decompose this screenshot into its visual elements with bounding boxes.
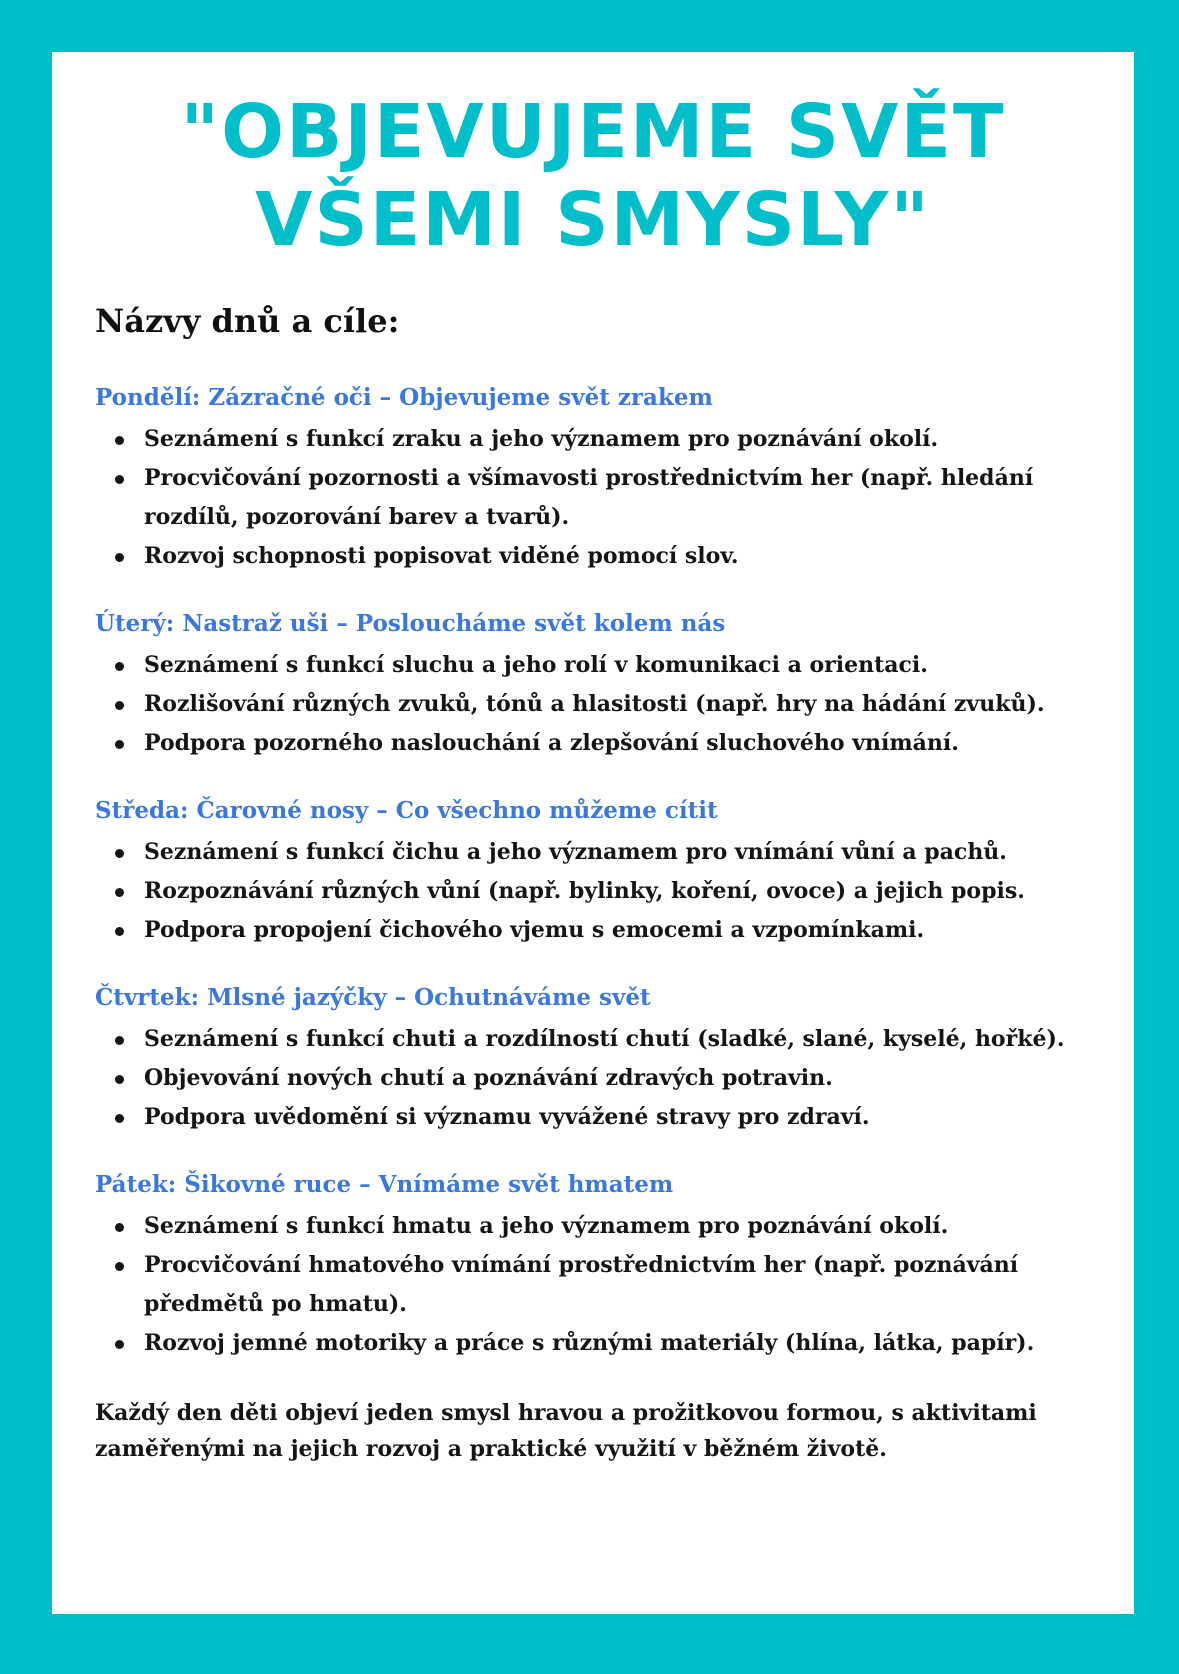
goal-item: Seznámení s funkcí zraku a jeho významem pro poznávání okolí. — [144, 420, 1095, 459]
goal-list — [95, 1207, 1095, 1363]
goal-item: Seznámení s funkcí chuti a rozdílností chutí (sladké, slané, kyselé, hořké). — [144, 1020, 1095, 1059]
day-section-monday — [95, 382, 1095, 576]
day-section-friday — [95, 1169, 1095, 1363]
goal-item: Rozpoznávání různých vůní (např. bylinky, koření, ovoce) a jejich popis. — [144, 872, 1095, 911]
goal-item: Seznámení s funkcí čichu a jeho významem pro vnímání vůní a pachů. — [144, 833, 1095, 872]
day-section-tuesday — [95, 608, 1095, 763]
goal-item: Procvičování hmatového vnímání prostřednictvím her (např. poznávání předmětů po hmatu). — [144, 1246, 1095, 1324]
goal-item: Rozvoj jemné motoriky a práce s různými materiály (hlína, látka, papír). — [144, 1324, 1095, 1363]
section-subtitle: Názvy dnů a cíle: — [95, 302, 400, 340]
goal-item: Podpora pozorného naslouchání a zlepšování sluchového vnímání. — [144, 724, 1095, 763]
goal-item: Seznámení s funkcí sluchu a jeho rolí v komunikaci a orientaci. — [144, 646, 1095, 685]
goal-item: Objevování nových chutí a poznávání zdravých potravin. — [144, 1059, 1095, 1098]
goal-item: Podpora uvědomění si významu vyvážené stravy pro zdraví. — [144, 1098, 1095, 1137]
goal-list — [95, 1020, 1095, 1137]
day-section-thursday — [95, 982, 1095, 1137]
day-heading: Středa: Čarovné nosy – Co všechno můžeme cítit — [95, 797, 718, 824]
document-page — [52, 52, 1134, 1614]
goal-item: Seznámení s funkcí hmatu a jeho významem pro poznávání okolí. — [144, 1207, 1095, 1246]
day-heading: Čtvrtek: Mlsné jazýčky – Ochutnáváme svět — [95, 984, 651, 1011]
goal-item: Rozvoj schopnosti popisovat viděné pomocí slov. — [144, 537, 1095, 576]
closing-paragraph: Každý den děti objeví jeden smysl hravou a prožitkovou formou, s aktivitami zaměřenými na jejich rozvoj a praktické využití v běžném životě. — [95, 1400, 1037, 1462]
goal-item: Procvičování pozornosti a všímavosti prostřednictvím her (např. hledání rozdílů, pozorování barev a tvarů). — [144, 459, 1095, 537]
goal-list — [95, 646, 1095, 763]
title-line-2: VŠEMI SMYSLY" — [255, 177, 931, 263]
day-heading: Úterý: Nastraž uši – Posloucháme svět kolem nás — [95, 610, 726, 637]
goal-item: Podpora propojení čichového vjemu s emocemi a vzpomínkami. — [144, 911, 1095, 950]
day-heading: Pátek: Šikovné ruce – Vnímáme svět hmatem — [95, 1171, 674, 1198]
page-title — [52, 88, 1134, 264]
goal-list — [95, 420, 1095, 576]
title-line-1: "OBJEVUJEME SVĚT — [180, 89, 1006, 175]
day-heading: Pondělí: Zázračné oči – Objevujeme svět zrakem — [95, 384, 713, 411]
day-section-wednesday — [95, 795, 1095, 950]
goal-item: Rozlišování různých zvuků, tónů a hlasitosti (např. hry na hádání zvuků). — [144, 685, 1095, 724]
document-content — [95, 302, 1095, 1467]
goal-list — [95, 833, 1095, 950]
